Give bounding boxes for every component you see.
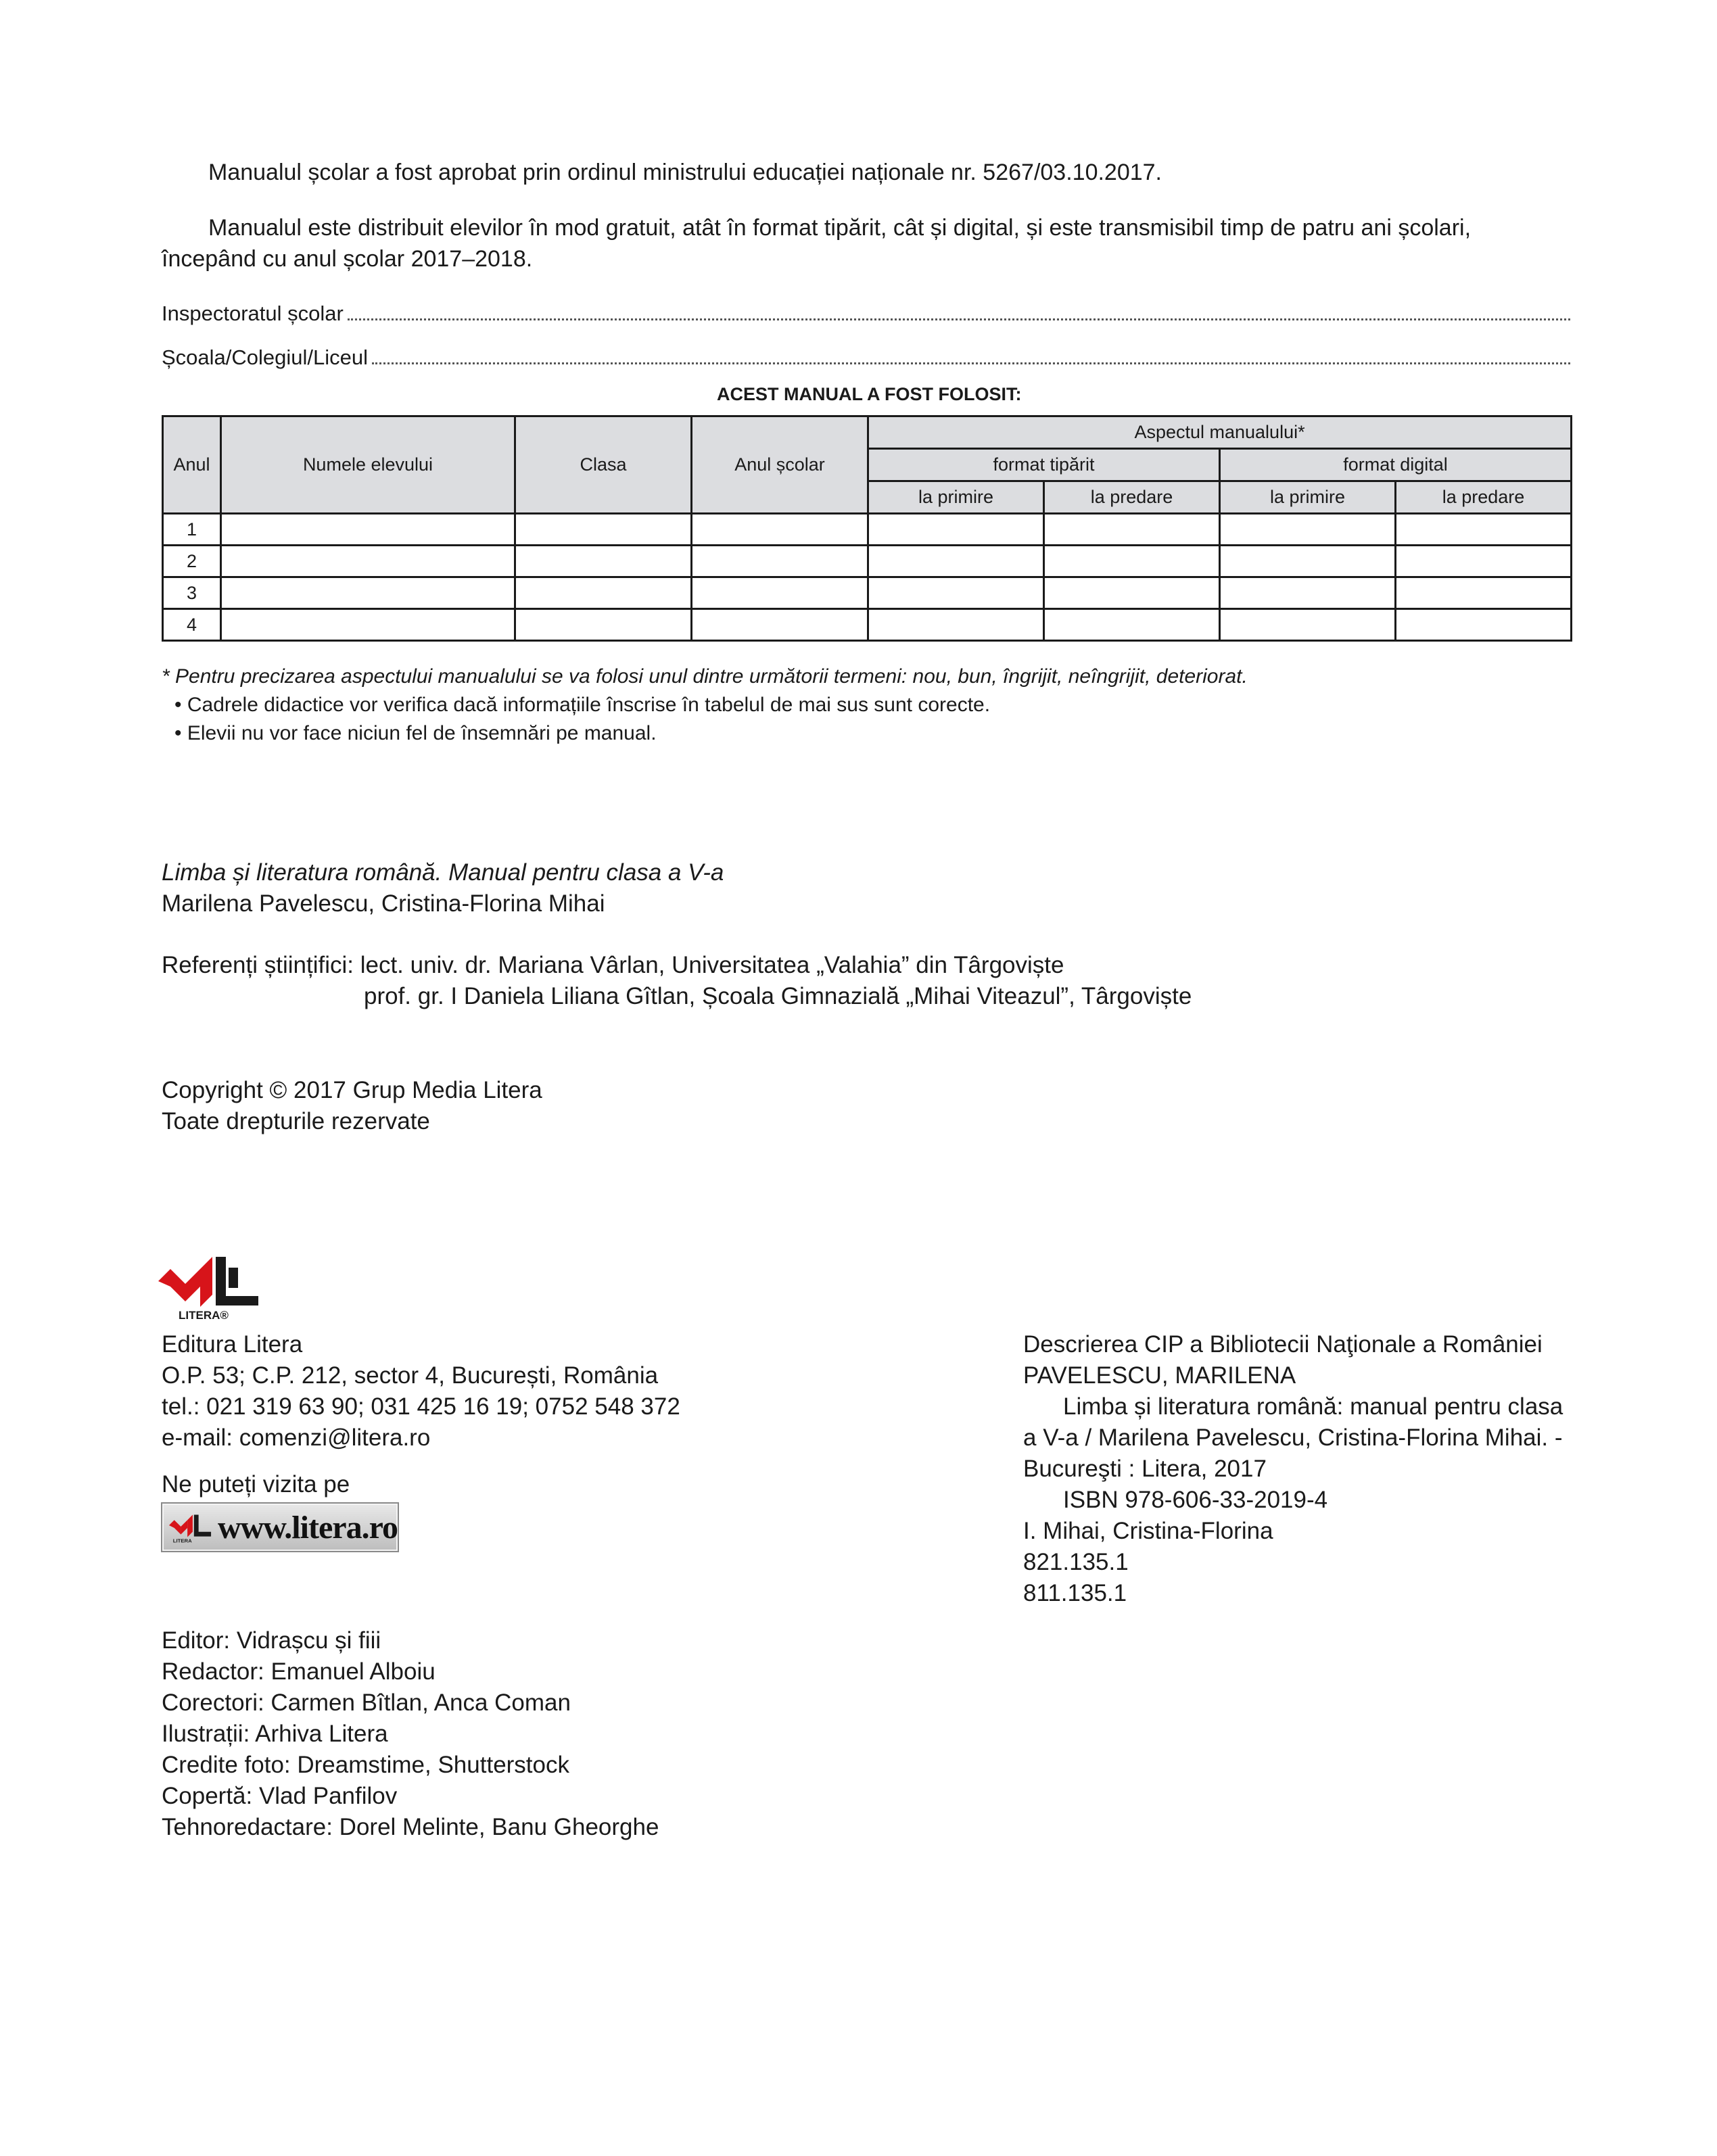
cell-tiparit-primire[interactable]: [868, 609, 1044, 641]
cell-clasa[interactable]: [515, 609, 692, 641]
mini-logo-text: LITERA: [172, 1537, 192, 1544]
credit-coperta: Copertă: Vlad Panfilov: [162, 1783, 398, 1809]
cell-tiparit-predare[interactable]: [1044, 577, 1220, 609]
book-authors: Marilena Pavelescu, Cristina-Florina Mihai: [162, 890, 605, 917]
cell-nume[interactable]: [221, 546, 515, 577]
header-anul-scolar: Anul școlar: [692, 416, 868, 514]
note-bullet-1: • Cadrele didactice vor verifica dacă informațiile înscrise în tabelul de mai sus sunt corecte.: [174, 694, 991, 716]
inspectorat-label: Inspectoratul școlar: [162, 302, 344, 325]
inspectorat-dotted-line: [348, 318, 1570, 320]
footnote: * Pentru precizarea aspectului manualului se va folosi unul dintre următorii termeni: nou, bun, îngrijit, neîngrijit, deteriorat.: [162, 665, 1248, 688]
referenti-line2: prof. gr. I Daniela Liliana Gîtlan, Școala Gimnazială „Mihai Viteazul”, Târgoviște: [364, 983, 1192, 1009]
header-anul: Anul: [163, 416, 221, 514]
cell-an-scolar[interactable]: [692, 514, 868, 546]
cell-an-scolar[interactable]: [692, 609, 868, 641]
credit-tehnoredactare: Tehnoredactare: Dorel Melinte, Banu Gheorghe: [162, 1814, 659, 1840]
visit-text: Ne puteți vizita pe: [162, 1471, 350, 1498]
table-row: [163, 609, 1572, 641]
cip-line8: 821.135.1: [1023, 1549, 1129, 1575]
header-tiparit-la-primire: la primire: [868, 481, 1044, 514]
row-number: 3: [163, 577, 221, 609]
table-row: [163, 514, 1572, 546]
cell-nume[interactable]: [221, 609, 515, 641]
header-clasa: Clasa: [515, 416, 692, 514]
row-number: 1: [163, 514, 221, 546]
cell-tiparit-primire[interactable]: [868, 514, 1044, 546]
usage-table-title: ACEST MANUAL A FOST FOLOSIT:: [717, 384, 1022, 404]
cell-nume[interactable]: [221, 514, 515, 546]
cell-digital-primire[interactable]: [1220, 546, 1396, 577]
cip-line3: Limba și literatura română: manual pentru clasa: [1063, 1393, 1563, 1420]
scoala-field[interactable]: [162, 341, 1570, 370]
distribution-text-line2: începând cu anul școlar 2017–2018.: [162, 246, 533, 272]
cell-clasa[interactable]: [515, 577, 692, 609]
cell-digital-predare[interactable]: [1396, 514, 1572, 546]
rights: Toate drepturile rezervate: [162, 1108, 430, 1134]
cip-line9: 811.135.1: [1023, 1580, 1127, 1606]
cell-digital-primire[interactable]: [1220, 514, 1396, 546]
header-numele-elevului: Numele elevului: [221, 416, 515, 514]
header-digital-la-primire: la primire: [1220, 481, 1396, 514]
scoala-dotted-line: [372, 362, 1570, 364]
cell-clasa[interactable]: [515, 514, 692, 546]
cip-line7: I. Mihai, Cristina-Florina: [1023, 1518, 1273, 1544]
table-row: [163, 577, 1572, 609]
credit-corectori: Corectori: Carmen Bîtlan, Anca Coman: [162, 1690, 571, 1716]
header-format-tiparit: format tipărit: [868, 449, 1220, 481]
header-aspectul-manualului: Aspectul manualului*: [868, 416, 1572, 449]
cell-digital-primire[interactable]: [1220, 577, 1396, 609]
website-url[interactable]: www.litera.ro: [217, 1509, 398, 1546]
credit-editor: Editor: Vidrașcu și fiii: [162, 1627, 381, 1654]
row-number: 4: [163, 609, 221, 641]
publisher-address: O.P. 53; C.P. 212, sector 4, București, România: [162, 1362, 659, 1389]
credit-redactor: Redactor: Emanuel Alboiu: [162, 1658, 436, 1685]
cell-digital-predare[interactable]: [1396, 546, 1572, 577]
cell-nume[interactable]: [221, 577, 515, 609]
cip-line6: ISBN 978-606-33-2019-4: [1063, 1487, 1328, 1513]
cell-an-scolar[interactable]: [692, 577, 868, 609]
header-digital-la-predare: la predare: [1396, 481, 1572, 514]
publisher-phone: tel.: 021 319 63 90; 031 425 16 19; 0752 548 372: [162, 1393, 680, 1420]
referenti-line1: Referenți științifici: lect. univ. dr. Mariana Vârlan, Universitatea „Valahia” din Târgoviște: [162, 952, 1064, 978]
header-tiparit-la-predare: la predare: [1044, 481, 1220, 514]
note-bullet-2: • Elevii nu vor face niciun fel de însemnări pe manual.: [174, 722, 657, 744]
table-row: [163, 546, 1572, 577]
litera-logo-icon: [158, 1254, 260, 1322]
cip-line4: a V-a / Marilena Pavelescu, Cristina-Florina Mihai. -: [1023, 1424, 1563, 1451]
cip-line5: Bucureşti : Litera, 2017: [1023, 1456, 1267, 1482]
litera-logo-text: LITERA®: [179, 1309, 229, 1322]
cip-line1: Descrierea CIP a Bibliotecii Naţionale a României: [1023, 1331, 1543, 1358]
inspectorat-field[interactable]: [162, 297, 1570, 326]
cip-line2: PAVELESCU, MARILENA: [1023, 1362, 1296, 1389]
cell-tiparit-primire[interactable]: [868, 546, 1044, 577]
publisher-email[interactable]: e-mail: comenzi@litera.ro: [162, 1424, 431, 1451]
credit-ilustratii: Ilustrații: Arhiva Litera: [162, 1721, 388, 1747]
cell-tiparit-predare[interactable]: [1044, 546, 1220, 577]
cell-clasa[interactable]: [515, 546, 692, 577]
cell-tiparit-primire[interactable]: [868, 577, 1044, 609]
header-format-digital: format digital: [1220, 449, 1572, 481]
copyright: Copyright © 2017 Grup Media Litera: [162, 1077, 542, 1103]
distribution-text-line1: Manualul este distribuit elevilor în mod gratuit, atât în format tipărit, cât și digital, și este transmisibil timp de patru ani școlari,: [208, 215, 1472, 241]
website-button[interactable]: [161, 1502, 399, 1552]
cell-digital-primire[interactable]: [1220, 609, 1396, 641]
scoala-label: Școala/Colegiul/Liceul: [162, 345, 369, 369]
litera-mini-logo-icon: [168, 1510, 214, 1544]
cell-digital-predare[interactable]: [1396, 609, 1572, 641]
cell-tiparit-predare[interactable]: [1044, 609, 1220, 641]
publisher-name: Editura Litera: [162, 1331, 303, 1358]
row-number: 2: [163, 546, 221, 577]
cell-an-scolar[interactable]: [692, 546, 868, 577]
usage-table: [162, 415, 1572, 642]
cell-digital-predare[interactable]: [1396, 577, 1572, 609]
cell-tiparit-predare[interactable]: [1044, 514, 1220, 546]
book-title: Limba și literatura română. Manual pentru clasa a V-a: [162, 859, 724, 886]
approval-text: Manualul școlar a fost aprobat prin ordinul ministrului educației naționale nr. 5267/03.10.2017.: [208, 160, 1162, 185]
credit-foto: Credite foto: Dreamstime, Shutterstock: [162, 1752, 569, 1778]
